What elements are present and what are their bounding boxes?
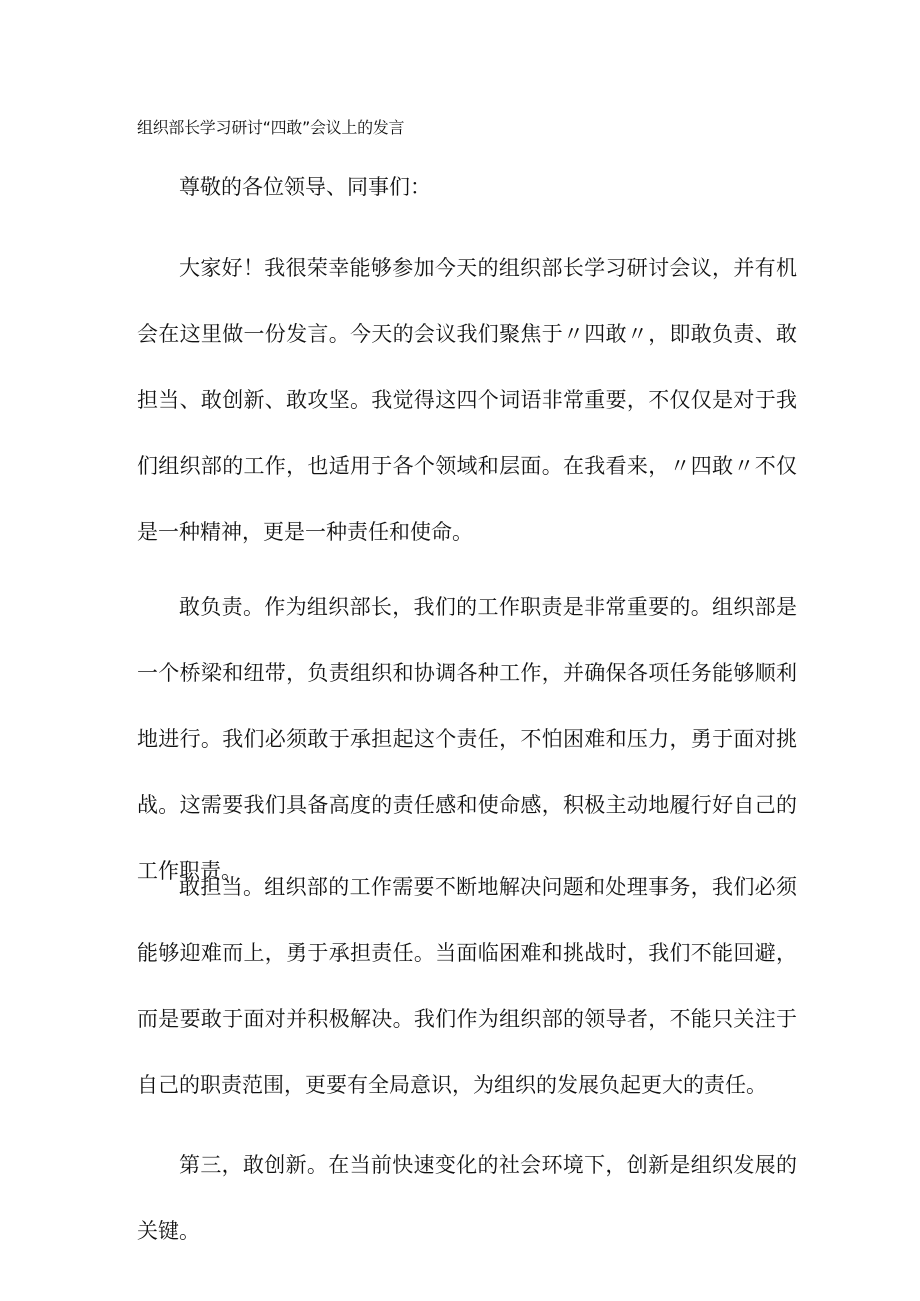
paragraph-responsibility: 敢负责。作为组织部长，我们的工作职责是非常重要的。组织部是一个桥梁和纽带，负责组织和协调各种工作，并确保各项任务能够顺利地进行。我们必须敢于承担起这个责任，不怕困难和压力，勇于面对挑战。这需要我们具备高度的责任感和使命感，积极主动地履行好自己的工作职责。	[137, 595, 797, 883]
greeting-line: 尊敬的各位领导、同事们：	[179, 175, 431, 199]
paragraph-intro: 大家好！我很荣幸能够参加今天的组织部长学习研讨会议，并有机会在这里做一份发言。今天的会议我们聚焦于〃四敢〃，即敢负责、敢担当、敢创新、敢攻坚。我觉得这四个词语非常重要，不仅仅是对于我们组织部的工作，也适用于各个领域和层面。在我看来，〃四敢〃不仅是一种精神，更是一种责任和使命。	[137, 256, 797, 544]
paragraph-innovation: 第三，敢创新。在当前快速变化的社会环境下，创新是组织发展的关键。	[137, 1153, 797, 1243]
paragraph-commitment: 敢担当。组织部的工作需要不断地解决问题和处理事务，我们必须能够迎难而上，勇于承担责任。当面临困难和挑战时，我们不能回避，而是要敢于面对并积极解决。我们作为组织部的领导者，不能只关注于自己的职责范围，更要有全局意识，为组织的发展负起更大的责任。	[137, 875, 797, 1097]
document-title: 组织部长学习研讨“四敢”会议上的发言	[137, 118, 405, 137]
